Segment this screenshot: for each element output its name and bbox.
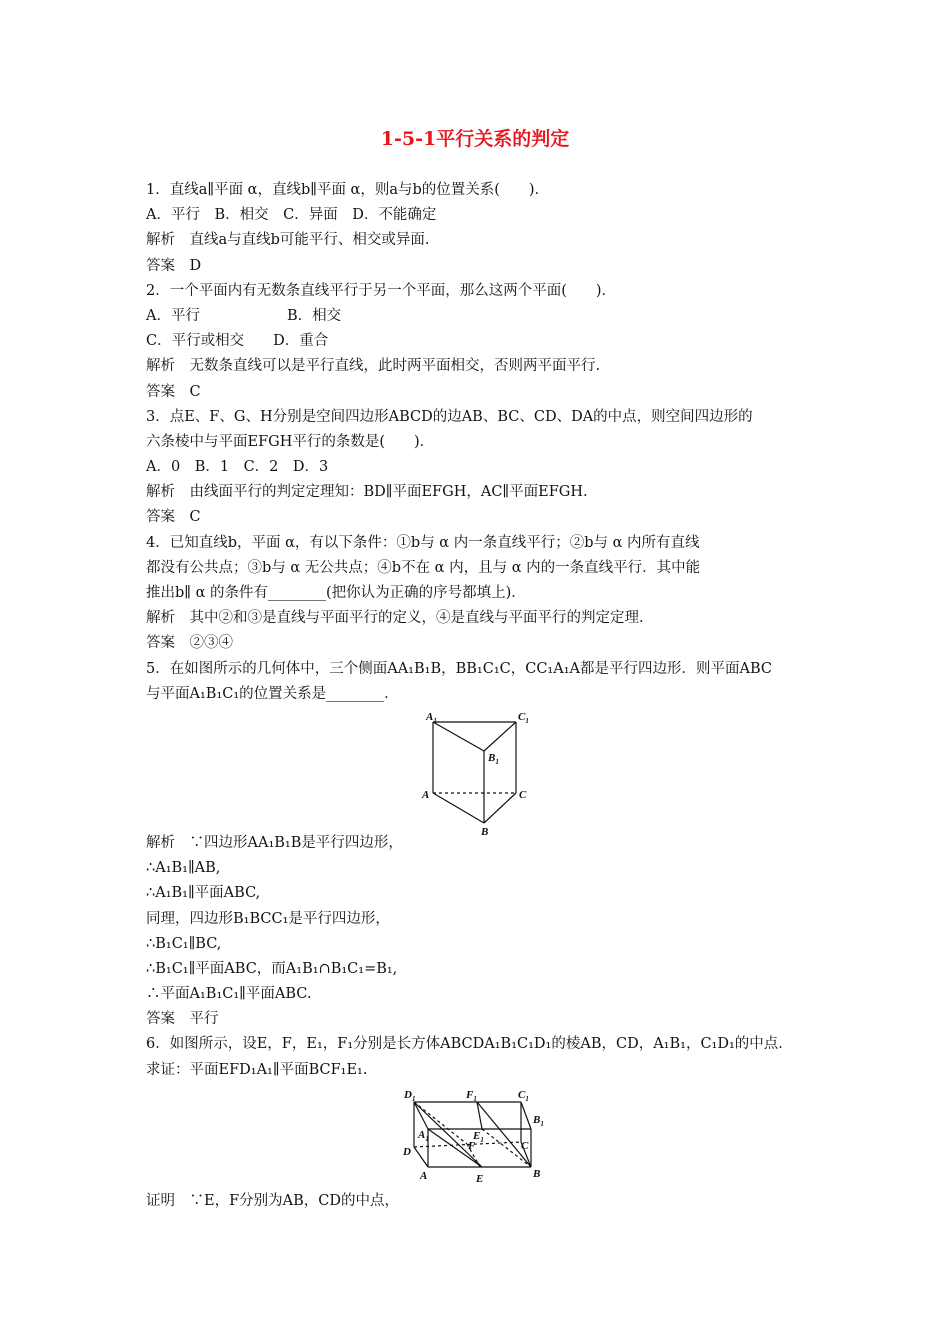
svg-text:B1: $B_1$ bbox=[488, 751, 499, 766]
text-line: 答案 C bbox=[146, 383, 201, 400]
label-a1: A bbox=[426, 710, 434, 723]
label-c: C bbox=[519, 788, 527, 801]
svg-text:E1: $E_1$ bbox=[473, 1129, 484, 1144]
label-e: E bbox=[476, 1172, 484, 1185]
label-a1-6: A bbox=[418, 1128, 426, 1141]
edge-ab bbox=[433, 793, 484, 823]
text-line: ∴B₁C₁∥平面ABC，而A₁B₁∩B₁C₁=B₁, bbox=[146, 960, 398, 977]
text-line: 都没有公共点；③b与 α 无公共点；④b不在 α 内，且与 α 内的一条直线平行．其中能 bbox=[146, 559, 701, 576]
label-a: A bbox=[422, 788, 430, 801]
text-line: C．平行或相交 D．重合 bbox=[146, 333, 329, 350]
text-line: ∴A₁B₁∥平面ABC, bbox=[146, 885, 261, 902]
label-f: F bbox=[468, 1139, 476, 1152]
label-b1: B bbox=[488, 751, 496, 764]
edge-b1c1 bbox=[484, 722, 516, 751]
label-d: D bbox=[403, 1145, 411, 1158]
label-e1: E bbox=[473, 1129, 481, 1142]
label-b: B bbox=[481, 825, 489, 838]
svg-text:D1: $D_1$ bbox=[404, 1088, 416, 1103]
text-line: A．平行 B．相交 bbox=[146, 307, 342, 324]
text-line: 求证：平面EFD₁A₁∥平面BCF₁E₁. bbox=[146, 1061, 368, 1078]
text-line: 4．已知直线b，平面 α，有以下条件：①b与 α 内一条直线平行；②b与 α 内所有直线 bbox=[146, 534, 700, 551]
prism-diagram bbox=[146, 710, 816, 838]
text-line: 3．点E、F、G、H分别是空间四边形ABCD的边AB、BC、CD、DA的中点，则空间四边形的 bbox=[146, 408, 753, 425]
text-block-2 bbox=[146, 831, 816, 1083]
text-line: 与平面A₁B₁C₁的位置关系是________． bbox=[146, 685, 399, 702]
text-line: 证明 ∵E，F分别为AB，CD的中点， bbox=[146, 1192, 399, 1209]
text-line: 六条棱中与平面EFGH平行的条数是( )． bbox=[146, 433, 435, 450]
text-line: 答案 ②③④ bbox=[146, 635, 233, 652]
text-line: 解析 由线面平行的判定定理知：BD∥平面EFGH，AC∥平面EFGH. bbox=[146, 484, 588, 501]
text-line: 解析 直线a与直线b可能平行、相交或异面. bbox=[146, 232, 430, 249]
text-line: 解析 ∵四边形AA₁B₁B是平行四边形， bbox=[146, 834, 403, 851]
text-line: ∴平面A₁B₁C₁∥平面ABC. bbox=[146, 986, 312, 1003]
cuboid-diagram bbox=[146, 1087, 816, 1187]
label-b-6: B bbox=[533, 1167, 541, 1180]
svg-text:C1: $C_1$ bbox=[518, 710, 529, 725]
text-line: ∴A₁B₁∥AB, bbox=[146, 860, 221, 877]
text-line: 解析 无数条直线可以是平行直线，此时两平面相交，否则两平面平行. bbox=[146, 358, 601, 375]
text-line: 答案 平行 bbox=[146, 1011, 219, 1028]
svg-text:F1: $F_1$ bbox=[466, 1088, 477, 1103]
label-b1-6: B bbox=[533, 1113, 541, 1126]
text-line: 推出b∥ α 的条件有________(把你认为正确的序号都填上)． bbox=[146, 585, 526, 601]
text-block-1 bbox=[146, 178, 816, 707]
page-title: 1-5-1平行关系的判定 bbox=[380, 128, 570, 150]
label-c1-6: C bbox=[518, 1088, 526, 1101]
label-a-6: A bbox=[420, 1169, 428, 1182]
svg-text:B1: $B_1$ bbox=[533, 1113, 544, 1128]
text-line: 同理，四边形B₁BCC₁是平行四边形， bbox=[146, 910, 390, 927]
edge-a1b1 bbox=[433, 722, 484, 751]
text-line: A．0 B．1 C．2 D．3 bbox=[146, 459, 329, 476]
text-line: 答案 C bbox=[146, 509, 201, 526]
figure-cuboid bbox=[146, 1087, 816, 1187]
figure-prism bbox=[146, 710, 816, 838]
text-line: 6．如图所示，设E，F，E₁，F₁分别是长方体ABCDA₁B₁C₁D₁的棱AB，CD，A₁B₁，C₁D₁的中点． bbox=[146, 1036, 793, 1053]
text-block-3 bbox=[146, 1189, 816, 1214]
text-line: 解析 其中②和③是直线与平面平行的定义，④是直线与平面平行的判定定理． bbox=[146, 610, 654, 627]
text-line: 2．一个平面内有无数条直线平行于另一个平面，那么这两个平面( )． bbox=[146, 282, 617, 299]
edge-bc bbox=[484, 793, 516, 823]
text-line: 5．在如图所示的几何体中，三个侧面AA₁B₁B，BB₁C₁C，CC₁A₁A都是平行四边形．则平面ABC bbox=[146, 660, 772, 677]
label-f1: F bbox=[466, 1088, 474, 1101]
svg-text:C1: $C_1$ bbox=[518, 1088, 529, 1103]
svg-text:A1: $A_1$ bbox=[418, 1128, 429, 1143]
label-d1: D bbox=[404, 1088, 412, 1101]
svg-text:A1: $A_1$ bbox=[426, 710, 437, 725]
label-c1: C bbox=[518, 710, 526, 723]
text-line: A．平行 B．相交 C．异面 D．不能确定 bbox=[146, 207, 437, 224]
label-c-6: C bbox=[521, 1139, 529, 1152]
document-body bbox=[146, 178, 816, 1214]
text-line: 答案 D bbox=[146, 257, 202, 274]
text-line: 1．直线a∥平面 α，直线b∥平面 α，则a与b的位置关系( )． bbox=[146, 182, 550, 198]
text-line: ∴B₁C₁∥BC, bbox=[146, 935, 222, 952]
